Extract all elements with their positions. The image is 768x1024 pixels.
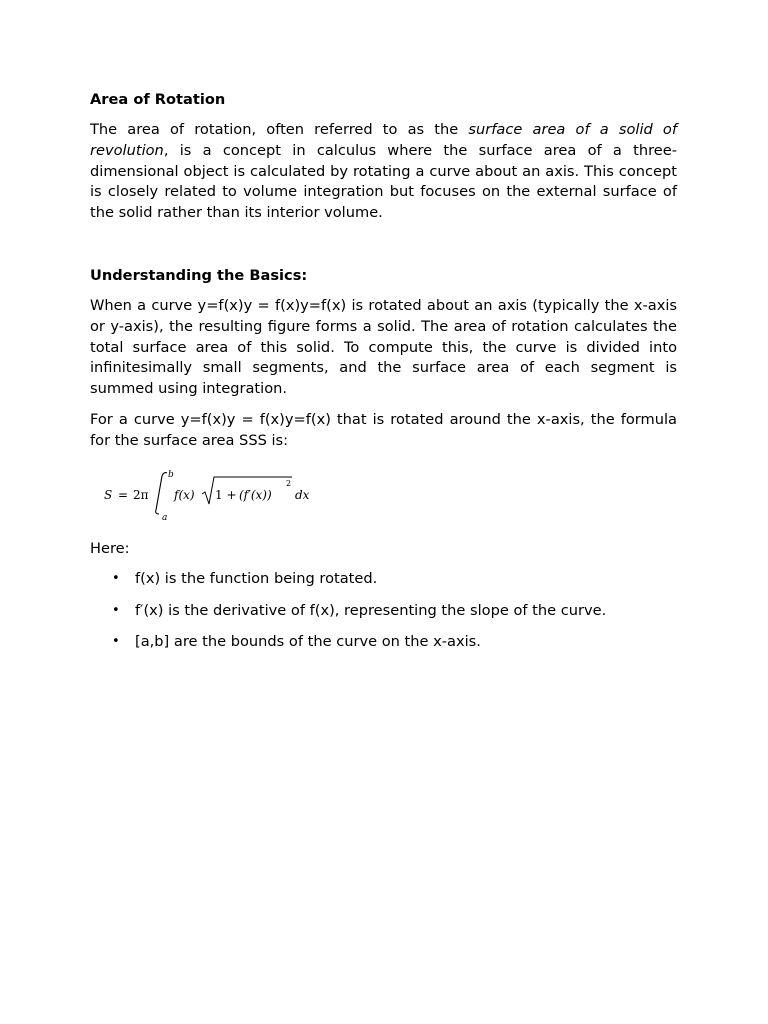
formula-fx: f(x) [174, 487, 195, 502]
formula-square: 2 [286, 478, 292, 488]
surface-area-formula [104, 468, 677, 526]
formula-one-plus: 1 + [215, 487, 237, 502]
bullet-icon: • [112, 602, 120, 618]
bullet-icon: • [112, 571, 120, 587]
list-item [90, 569, 677, 590]
formula-upper-bound: b [168, 469, 174, 480]
here-label: Here: [90, 539, 130, 557]
section-heading-area-of-rotation: Area of Rotation [90, 91, 226, 108]
formula-derivative: (f′(x)) [239, 487, 272, 502]
list-item [90, 632, 677, 653]
list-item-text: f(x) is the function being rotated. [135, 570, 378, 588]
intro-emphasis: surface area of a solid of revolution [90, 121, 677, 159]
formula-lhs: S [104, 487, 113, 502]
intro-text-part2: , is a concept in calculus where the surface area of a three-dimensional object is calculated by rotating a curve about an axis. This concept is closely related to volume integration but focuses on the external surface of the solid rather than its interior volume. [90, 141, 677, 222]
list-item [90, 601, 677, 622]
section-heading-understanding-basics: Understanding the Basics: [90, 266, 308, 284]
bullet-icon: • [112, 634, 120, 650]
document-page [90, 90, 677, 664]
list-item-text: f′(x) is the derivative of f(x), representing the slope of the curve. [135, 601, 607, 619]
formula-coefficient: 2π [133, 487, 149, 502]
formula-svg [104, 468, 344, 526]
basics-paragraph: When a curve y=f(x)y = f(x)y=f(x) is rotated about an axis (typically the x-axis or y-axis), the resulting figure forms a solid. The area of rotation calculates the total surface area of this solid. To compute this, the curve is divided into infinitesimally small segments, and the surface area of each segment is summed using integration. [90, 296, 677, 398]
formula-dx: dx [295, 487, 310, 502]
intro-text-part1: The area of rotation, often referred to as the [90, 121, 469, 138]
formula-lower-bound: a [162, 512, 168, 523]
formula-intro-paragraph: For a curve y=f(x)y = f(x)y=f(x) that is rotated around the x-axis, the formula for the surface area SSS is: [90, 410, 677, 449]
integral-sign [156, 472, 167, 513]
definitions-list [90, 569, 677, 653]
formula-equals: = [118, 487, 129, 502]
intro-paragraph [90, 120, 677, 224]
list-item-text: [a,b] are the bounds of the curve on the x-axis. [135, 633, 481, 651]
